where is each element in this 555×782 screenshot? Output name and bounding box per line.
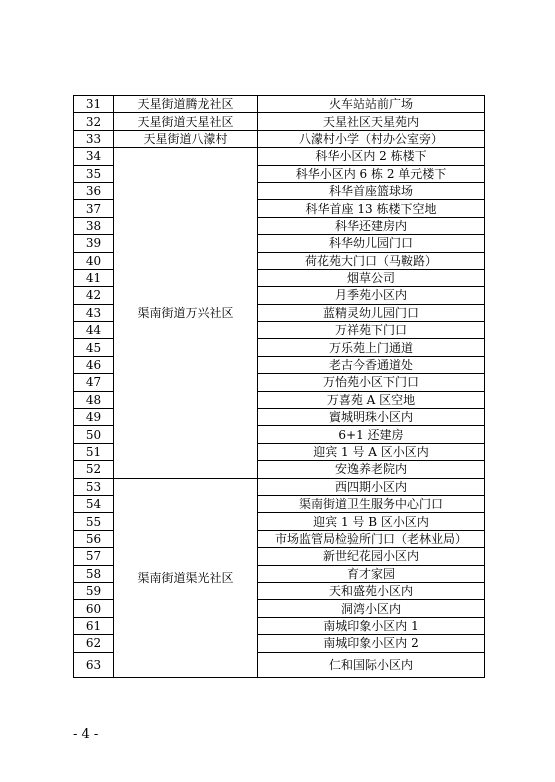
location-name: 万喜苑 A 区空地 (258, 391, 485, 408)
location-name: 西四期小区内 (258, 478, 485, 495)
location-name: 育才家园 (258, 565, 485, 582)
row-number: 51 (74, 443, 114, 460)
location-name: 科华首座篮球场 (258, 182, 485, 199)
location-name: 八濛村小学（村办公室旁） (258, 130, 485, 147)
community-name: 天星街道八濛村 (114, 130, 258, 147)
table-body (74, 96, 485, 678)
location-name: 科华小区内 6 栋 2 单元楼下 (258, 165, 485, 182)
row-number: 33 (74, 130, 114, 147)
row-number: 59 (74, 582, 114, 599)
row-number: 63 (74, 652, 114, 677)
location-name: 科华小区内 2 栋楼下 (258, 148, 485, 165)
row-number: 34 (74, 148, 114, 165)
table-row (74, 130, 485, 147)
location-table (73, 95, 485, 678)
row-number: 53 (74, 478, 114, 495)
row-number: 54 (74, 495, 114, 512)
community-name: 天星街道腾龙社区 (114, 96, 258, 113)
community-name: 渠南街道渠光社区 (114, 478, 258, 677)
location-name: 烟草公司 (258, 269, 485, 286)
location-name: 南城印象小区内 2 (258, 635, 485, 652)
row-number: 52 (74, 461, 114, 478)
row-number: 58 (74, 565, 114, 582)
row-number: 31 (74, 96, 114, 113)
location-name: 蓝精灵幼儿园门口 (258, 304, 485, 321)
location-name: 老古今香通道处 (258, 356, 485, 373)
location-name: 南城印象小区内 1 (258, 617, 485, 634)
location-name: 科华幼儿园门口 (258, 235, 485, 252)
table-row (74, 478, 485, 495)
location-name: 月季苑小区内 (258, 287, 485, 304)
row-number: 49 (74, 409, 114, 426)
location-name: 荷花苑大门口（马鞍路） (258, 252, 485, 269)
row-number: 35 (74, 165, 114, 182)
row-number: 57 (74, 548, 114, 565)
location-name: 天星社区天星苑内 (258, 113, 485, 130)
row-number: 45 (74, 339, 114, 356)
row-number: 47 (74, 374, 114, 391)
location-name: 科华首座 13 栋楼下空地 (258, 200, 485, 217)
row-number: 44 (74, 322, 114, 339)
community-name: 天星街道天星社区 (114, 113, 258, 130)
row-number: 61 (74, 617, 114, 634)
row-number: 39 (74, 235, 114, 252)
table-row (74, 96, 485, 113)
row-number: 36 (74, 182, 114, 199)
table-row (74, 148, 485, 165)
row-number: 46 (74, 356, 114, 373)
row-number: 38 (74, 217, 114, 234)
location-name: 安逸养老院内 (258, 461, 485, 478)
location-name: 渠南街道卫生服务中心门口 (258, 495, 485, 512)
location-name: 迎宾 1 号 A 区小区内 (258, 443, 485, 460)
location-name: 洞湾小区内 (258, 600, 485, 617)
row-number: 48 (74, 391, 114, 408)
location-name: 新世纪花园小区内 (258, 548, 485, 565)
location-name: 火车站站前广场 (258, 96, 485, 113)
location-name: 万祥苑下门口 (258, 322, 485, 339)
location-name: 科华还建房内 (258, 217, 485, 234)
row-number: 50 (74, 426, 114, 443)
row-number: 32 (74, 113, 114, 130)
location-name: 迎宾 1 号 B 区小区内 (258, 513, 485, 530)
community-name: 渠南街道万兴社区 (114, 148, 258, 478)
row-number: 55 (74, 513, 114, 530)
location-name: 万怡苑小区下门口 (258, 374, 485, 391)
row-number: 42 (74, 287, 114, 304)
location-name: 天和盛苑小区内 (258, 582, 485, 599)
row-number: 62 (74, 635, 114, 652)
row-number: 60 (74, 600, 114, 617)
location-name: 万乐苑上门通道 (258, 339, 485, 356)
row-number: 37 (74, 200, 114, 217)
row-number: 43 (74, 304, 114, 321)
row-number: 41 (74, 269, 114, 286)
table-row (74, 113, 485, 130)
location-name: 仁和国际小区内 (258, 652, 485, 677)
page-number: - 4 - (73, 727, 99, 742)
location-name: 市场监管局检验所门口（老林业局） (258, 530, 485, 547)
location-name: 賨城明珠小区内 (258, 409, 485, 426)
row-number: 40 (74, 252, 114, 269)
row-number: 56 (74, 530, 114, 547)
location-name: 6+1 还建房 (258, 426, 485, 443)
